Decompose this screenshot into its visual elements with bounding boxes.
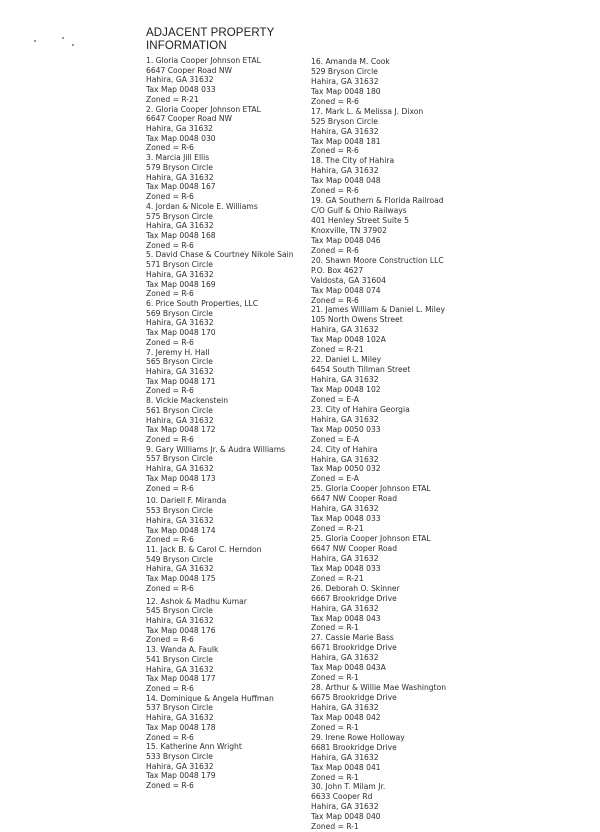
property-owner-name: 13. Wanda A. Faulk: [146, 645, 219, 655]
property-detail-line: Tax Map 0048 033: [146, 85, 216, 95]
property-detail-line: 525 Bryson Circle: [311, 116, 378, 126]
property-detail-line: Hahira, GA 31632: [146, 564, 214, 574]
heading-line-2: INFORMATION: [146, 40, 227, 52]
property-detail-line: 561 Bryson Circle: [146, 405, 213, 415]
property-entry: [311, 445, 491, 485]
property-detail-line: Zoned = R-21: [311, 524, 364, 534]
property-detail-line: Hahira, GA 31632: [146, 761, 214, 771]
property-entry: [146, 694, 311, 743]
property-entry: [146, 545, 311, 594]
property-owner-name: 12. Ashok & Madhu Kumar: [146, 596, 247, 606]
property-detail-line: Hahira, GA 31632: [311, 504, 379, 514]
property-entry: [146, 742, 311, 791]
property-owner-name: 30. John T. Milam Jr.: [311, 782, 386, 792]
property-entry: [146, 250, 311, 299]
property-detail-line: Zoned = R-6: [146, 240, 194, 250]
property-entry: [146, 56, 311, 105]
property-owner-name: 16. Amanda M. Cook: [311, 57, 390, 66]
property-entry: [146, 105, 311, 154]
property-detail-line: Tax Map 0048 043A: [311, 663, 386, 673]
property-detail-line: Zoned = R-6: [146, 684, 194, 693]
property-detail-line: Zoned = R-1: [311, 822, 359, 832]
property-detail-line: 537 Bryson Circle: [146, 703, 213, 713]
property-detail-line: 533 Bryson Circle: [146, 752, 213, 762]
property-detail-line: 105 North Owens Street: [311, 315, 403, 325]
property-detail-line: Tax Map 0048 033: [311, 514, 381, 524]
property-detail-line: 569 Bryson Circle: [146, 308, 213, 318]
property-detail-line: Tax Map 0048 171: [146, 376, 216, 386]
property-detail-line: Zoned = R-6: [146, 583, 194, 593]
property-detail-line: Tax Map 0048 042: [311, 712, 381, 722]
property-detail-line: Hahira, GA 31632: [311, 454, 379, 464]
property-detail-line: Zoned = R-6: [146, 289, 194, 299]
scan-speck: [34, 40, 36, 42]
property-detail-line: Zoned = E-A: [311, 474, 359, 484]
property-detail-line: Tax Map 0048 176: [146, 625, 216, 635]
property-entry: [146, 153, 311, 202]
scan-speck: [62, 37, 64, 39]
property-owner-name: 28. Arthur & Willie Mae Washington: [311, 683, 447, 693]
property-entry: [311, 584, 491, 634]
property-entry: [311, 57, 491, 107]
property-owner-name: 22. Daniel L. Miley: [311, 355, 382, 365]
property-detail-line: Zoned = R-6: [311, 245, 359, 255]
property-detail-line: Tax Map 0048 040: [311, 812, 381, 822]
property-detail-line: 6647 NW Cooper Road: [311, 494, 398, 504]
property-detail-line: Tax Map 0050 032: [311, 464, 381, 474]
property-detail-line: 6667 Brookridge Drive: [311, 593, 397, 603]
property-entry: [146, 445, 311, 494]
property-entry: [311, 484, 491, 534]
property-detail-line: Hahira, GA 31632: [311, 752, 379, 762]
property-owner-name: 29. Irene Rowe Holloway: [311, 732, 405, 742]
property-detail-line: 565 Bryson Circle: [146, 357, 213, 367]
property-detail-line: Hahira, GA 31632: [311, 653, 379, 663]
property-detail-line: Zoned = R-6: [311, 146, 359, 156]
property-detail-line: Zoned = R-6: [146, 635, 194, 645]
property-owner-name: 27. Cassie Marie Bass: [311, 633, 394, 643]
scan-speck: [72, 44, 74, 46]
property-detail-line: Hahira, GA 31632: [311, 414, 379, 424]
property-detail-line: Zoned = R-6: [146, 192, 194, 202]
property-detail-line: Hahira, Ga 31632: [146, 124, 213, 134]
property-detail-line: Hahira, GA 31632: [311, 76, 379, 86]
property-owner-name: 6. Price South Properties, LLC: [146, 298, 259, 308]
property-owner-name: 25. Gloria Cooper Johnson ETAL: [311, 534, 431, 543]
property-owner-name: 9. Gary Williams Jr. & Audra Williams: [146, 444, 286, 454]
property-entry: [146, 348, 311, 397]
property-owner-name: 25. Gloria Cooper Johnson ETAL: [311, 484, 431, 494]
property-detail-line: Zoned = R-6: [146, 781, 194, 791]
property-detail-line: Hahira, GA 31632: [146, 615, 214, 625]
property-owner-name: 3. Marcia Jill Ellis: [146, 153, 210, 163]
property-detail-line: P.O. Box 4627: [311, 265, 364, 275]
property-detail-line: Hahira, GA 31632: [311, 325, 379, 335]
property-entry: [311, 534, 491, 584]
property-detail-line: Hahira, GA 31632: [146, 515, 214, 525]
property-entry: [311, 107, 491, 157]
property-detail-line: 571 Bryson Circle: [146, 260, 213, 270]
property-detail-line: Zoned = R-6: [146, 386, 194, 396]
property-entry: [311, 405, 491, 445]
property-detail-line: Tax Map 0048 177: [146, 674, 216, 684]
property-detail-line: Tax Map 0050 033: [311, 424, 381, 434]
property-detail-line: Tax Map 0048 033: [311, 563, 381, 573]
property-entry: [311, 305, 491, 355]
property-detail-line: Tax Map 0048 102A: [311, 335, 386, 345]
property-detail-line: Zoned = E-A: [311, 394, 359, 404]
property-detail-line: Hahira, GA 31632: [311, 166, 379, 176]
property-detail-line: 549 Bryson Circle: [146, 554, 213, 564]
property-detail-line: Hahira, GA 31632: [146, 664, 214, 674]
property-detail-line: Hahira, GA 31632: [311, 702, 379, 712]
property-detail-line: 6675 Brookridge Drive: [311, 693, 397, 702]
property-owner-name: 4. Jordan & Nicole E. Williams: [146, 201, 258, 211]
property-owner-name: 21. James William & Daniel L. Miley: [311, 305, 446, 315]
property-detail-line: Hahira, GA 31632: [146, 172, 214, 182]
property-owner-name: 8. Vickie Mackenstein: [146, 396, 229, 406]
property-detail-line: Hahira, GA 31632: [146, 415, 214, 425]
property-owner-name: 2. Gloria Cooper Johnson ETAL: [146, 104, 261, 114]
property-detail-line: Zoned = R-6: [146, 483, 194, 493]
property-detail-line: Zoned = R-6: [146, 337, 194, 347]
property-detail-line: Zoned = R-6: [311, 96, 359, 106]
property-detail-line: Zoned = R-6: [146, 535, 194, 545]
property-detail-line: C/O Gulf & Ohio Railways: [311, 206, 407, 216]
property-detail-line: Zoned = R-6: [311, 295, 359, 305]
property-owner-name: 18. The City of Hahira: [311, 156, 395, 166]
property-detail-line: Zoned = R-6: [146, 732, 194, 742]
property-entry: [146, 496, 311, 545]
property-detail-line: 6647 Cooper Road NW: [146, 114, 233, 124]
property-detail-line: Knoxville, TN 37902: [311, 225, 387, 235]
property-entry: [146, 202, 311, 251]
property-owner-name: 19. GA Southern & Florida Railroad: [311, 196, 444, 206]
right-property-column: [311, 57, 491, 832]
property-detail-line: Hahira, GA 31632: [146, 318, 214, 328]
property-detail-line: Zoned = R-1: [311, 722, 359, 732]
property-entry: [311, 196, 491, 256]
property-entry: [311, 156, 491, 196]
property-detail-line: 6647 NW Cooper Road: [311, 543, 398, 553]
property-detail-line: Hahira, GA 31632: [311, 375, 379, 384]
property-detail-line: 557 Bryson Circle: [146, 454, 213, 464]
property-detail-line: Tax Map 0048 178: [146, 722, 216, 732]
property-detail-line: Tax Map 0048 170: [146, 328, 216, 338]
property-detail-line: 529 Bryson Circle: [311, 66, 378, 76]
property-entry: [311, 782, 491, 832]
property-detail-line: Hahira, GA 31632: [146, 464, 214, 474]
property-entry: [311, 683, 491, 733]
property-owner-name: 14. Dominique & Angela Huffman: [146, 693, 274, 703]
property-detail-line: Hahira, GA 31632: [146, 75, 214, 85]
property-detail-line: 545 Bryson Circle: [146, 606, 213, 616]
property-detail-line: Zoned = R-21: [146, 94, 199, 104]
property-owner-name: 24. City of Hahira: [311, 444, 378, 454]
property-entry: [146, 396, 311, 445]
property-detail-line: Hahira, GA 31632: [311, 553, 379, 563]
property-detail-line: Hahira, GA 31632: [311, 802, 379, 812]
property-detail-line: Tax Map 0048 041: [311, 762, 381, 772]
property-detail-line: Tax Map 0048 169: [146, 279, 216, 289]
property-detail-line: Tax Map 0048 030: [146, 133, 216, 143]
property-owner-name: 20. Shawn Moore Construction LLC: [311, 255, 444, 265]
property-detail-line: Tax Map 0048 046: [311, 235, 381, 245]
property-owner-name: 11. Jack B. & Carol C. Herndon: [146, 544, 262, 554]
property-detail-line: Zoned = R-6: [311, 186, 359, 196]
property-detail-line: Zoned = R-6: [146, 143, 194, 153]
property-detail-line: 401 Henley Street Suite 5: [311, 216, 409, 225]
property-entry: [146, 645, 311, 694]
heading-line-1: ADJACENT PROPERTY: [146, 27, 275, 39]
property-detail-line: 6671 Brookridge Drive: [311, 643, 397, 653]
property-detail-line: Hahira, GA 31632: [146, 269, 214, 279]
property-entry: [146, 597, 311, 646]
property-detail-line: 579 Bryson Circle: [146, 162, 213, 172]
property-entry: [311, 633, 491, 683]
property-owner-name: 1. Gloria Cooper Johnson ETAL: [146, 56, 261, 65]
property-detail-line: Tax Map 0048 043: [311, 613, 381, 623]
property-detail-line: Tax Map 0048 172: [146, 425, 216, 435]
property-detail-line: Tax Map 0048 168: [146, 230, 216, 240]
property-owner-name: 17. Mark L. & Melissa J. Dixon: [311, 106, 424, 116]
property-detail-line: Hahira, GA 31632: [146, 367, 214, 376]
property-owner-name: 10. Dariell F. Miranda: [146, 496, 227, 506]
property-owner-name: 26. Deborah O. Skinner: [311, 583, 400, 593]
property-detail-line: Zoned = R-1: [311, 772, 359, 782]
left-property-column: [146, 56, 311, 791]
property-detail-line: Tax Map 0048 174: [146, 525, 216, 535]
property-detail-line: Tax Map 0048 048: [311, 176, 381, 186]
property-detail-line: Valdosta, GA 31604: [311, 275, 386, 285]
property-owner-name: 23. City of Hahira Georgia: [311, 404, 410, 414]
property-detail-line: 575 Bryson Circle: [146, 211, 213, 221]
property-detail-line: Tax Map 0048 180: [311, 86, 381, 96]
property-detail-line: Hahira, GA 31632: [311, 126, 379, 136]
property-detail-line: Tax Map 0048 179: [146, 771, 216, 781]
property-detail-line: Zoned = R-1: [311, 673, 359, 683]
property-detail-line: Tax Map 0048 167: [146, 182, 216, 192]
property-detail-line: Hahira, GA 31632: [146, 713, 214, 723]
property-entry: [311, 355, 491, 405]
property-detail-line: Zoned = R-6: [146, 435, 194, 445]
property-owner-name: 7. Jeremy H. Hall: [146, 347, 210, 357]
property-entry: [146, 299, 311, 348]
property-detail-line: Zoned = R-21: [311, 573, 364, 583]
property-detail-line: Tax Map 0048 181: [311, 136, 381, 146]
property-detail-line: Hahira, GA 31632: [146, 221, 214, 231]
property-detail-line: 6454 South Tillman Street: [311, 365, 411, 375]
property-detail-line: Zoned = R-21: [311, 345, 364, 355]
property-entry: [311, 256, 491, 306]
property-detail-line: Zoned = R-1: [311, 623, 359, 633]
property-entry: [311, 733, 491, 783]
property-detail-line: Tax Map 0048 173: [146, 473, 216, 483]
property-owner-name: 5. David Chase & Courtney Nikole Sain: [146, 250, 294, 260]
property-detail-line: Tax Map 0048 102: [311, 384, 381, 394]
property-detail-line: 553 Bryson Circle: [146, 506, 213, 516]
property-detail-line: Hahira, GA 31632: [311, 603, 379, 613]
property-detail-line: Zoned = E-A: [311, 434, 359, 444]
property-detail-line: 6681 Brookridge Drive: [311, 742, 397, 752]
property-detail-line: 6647 Cooper Road NW: [146, 65, 233, 75]
property-detail-line: Tax Map 0048 175: [146, 574, 216, 584]
property-owner-name: 15. Katherine Ann Wright: [146, 742, 242, 752]
property-detail-line: 541 Bryson Circle: [146, 654, 213, 664]
document-heading: [146, 27, 274, 53]
property-detail-line: 6633 Cooper Rd: [311, 792, 373, 802]
property-detail-line: Tax Map 0048 074: [311, 285, 381, 295]
